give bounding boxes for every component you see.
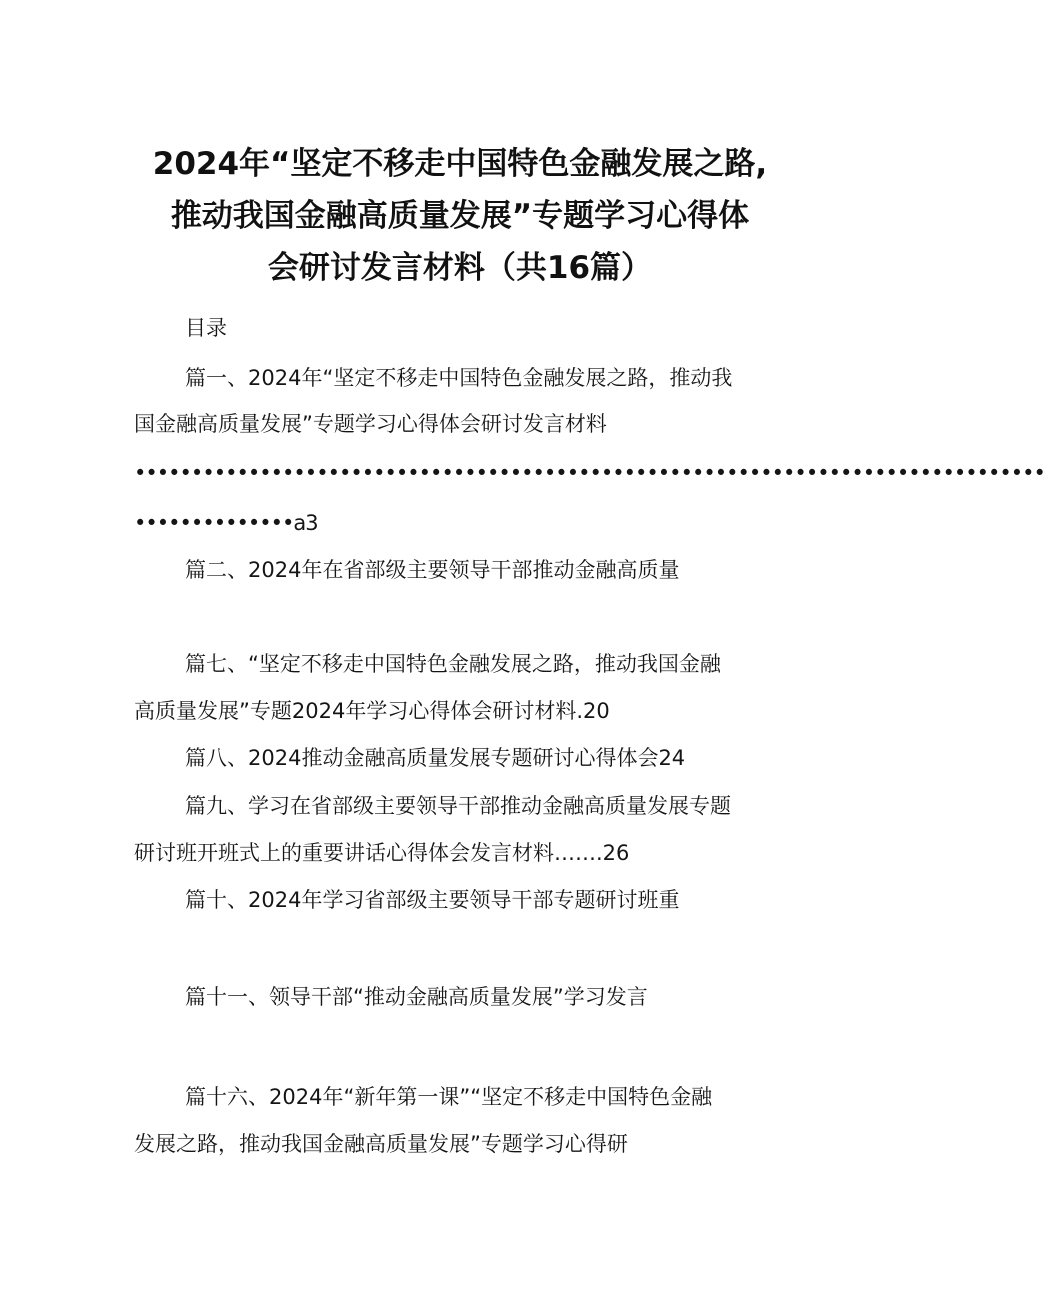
toc-entry-2: 篇二、2024年在省部级主要领导干部推动金融高质量 (185, 558, 680, 582)
toc-entry-7-line-1: 篇七、“坚定不移走中国特色金融发展之路，推动我国金融 (185, 652, 721, 676)
toc-entry-10: 篇十、2024年学习省部级主要领导干部专题研讨班重 (185, 888, 680, 912)
toc-entry-1-page-number: ••••••••••••••a3 (134, 511, 318, 535)
toc-entry-1-line-2: 国金融高质量发展”专题学习心得体会研讨发言材料 (134, 412, 607, 436)
title-line-2: 推动我国金融高质量发展”专题学习心得体 (170, 198, 750, 234)
toc-entry-16-line-2: 发展之路，推动我国金融高质量发展”专题学习心得研 (134, 1132, 628, 1156)
toc-entry-8: 篇八、2024推动金融高质量发展专题研讨心得体会24 (185, 746, 686, 770)
toc-entry-1-leader-dots: •••••••••••••••••••••••••••••••••••••••••••••••••••••••••••••••••••••••••••••••• (134, 461, 1045, 485)
title-line-3: 会研讨发言材料（共16篇） (267, 250, 653, 286)
toc-heading: 目录 (185, 316, 227, 340)
toc-entry-9-line-2: 研讨班开班式上的重要讲话心得体会发言材料…….26 (134, 841, 630, 865)
toc-entry-11: 篇十一、领导干部“推动金融高质量发展”学习发言 (185, 985, 648, 1009)
toc-entry-7-line-2: 高质量发展”专题2024年学习心得体会研讨材料.20 (134, 699, 610, 723)
document-title (120, 138, 800, 294)
toc-entry-1-line-1: 篇一、2024年“坚定不移走中国特色金融发展之路，推动我 (185, 366, 733, 390)
title-line-1: 2024年“坚定不移走中国特色金融发展之路, (152, 146, 768, 182)
toc-entry-9-line-1: 篇九、学习在省部级主要领导干部推动金融高质量发展专题 (185, 794, 731, 818)
toc-entry-16-line-1: 篇十六、2024年“新年第一课”“坚定不移走中国特色金融 (185, 1085, 713, 1109)
